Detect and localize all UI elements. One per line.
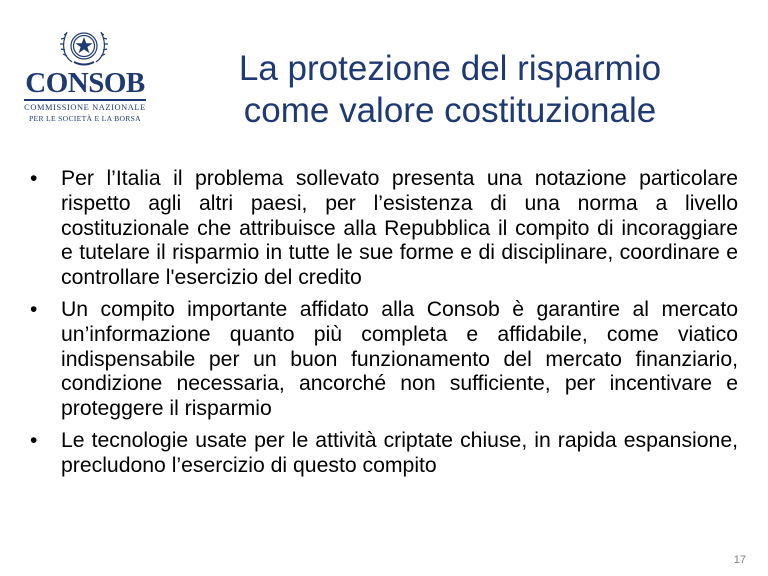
logo-subtitle-line1: COMMISSIONE NAZIONALE — [24, 103, 146, 112]
bullet-text: Per l’Italia il problema sollevato presenta una notazione particolare rispetto agli altri paesi, per l’esistenza di una norma a livello costituzionale che attribuisce alla Repubblica il compito di incoraggiare e tutelare il risparmio in tutte le sue forme e di disciplinare, coordinare e controllare l'esercizio del credito — [61, 167, 738, 290]
slide-title — [185, 48, 715, 132]
bullet-marker: • — [30, 297, 38, 321]
slide-title-line1: La protezione del risparmio — [238, 49, 662, 88]
bullet-text: Le tecnologie usate per le attività criptate chiuse, in rapida espansione, precludono l’esercizio di questo compito — [61, 428, 738, 477]
logo-divider — [24, 99, 146, 101]
bullet-item — [30, 298, 738, 422]
logo-wordmark: CONSOB — [25, 67, 145, 99]
bullet-marker: • — [30, 167, 38, 190]
italian-republic-emblem-icon — [55, 22, 113, 68]
bullet-marker: • — [30, 428, 38, 452]
bullet-list — [30, 167, 738, 486]
bullet-item — [30, 167, 738, 291]
consob-logo — [20, 22, 150, 134]
page-number: 17 — [733, 554, 746, 566]
logo-subtitle-line2: PER LE SOCIETÀ E LA BORSA — [29, 114, 141, 123]
slide-title-line2: come valore costituzionale — [243, 91, 657, 130]
bullet-text: Un compito importante affidato alla Consob è garantire al mercato un’informazione quanto più completa e affidabile, come viatico indispensabile per un buon funzionamento del mercato finanziario, condizione necessaria, ancorché non sufficiente, per incentivare e proteggere il risparmio — [61, 297, 738, 421]
bullet-item — [30, 429, 738, 479]
